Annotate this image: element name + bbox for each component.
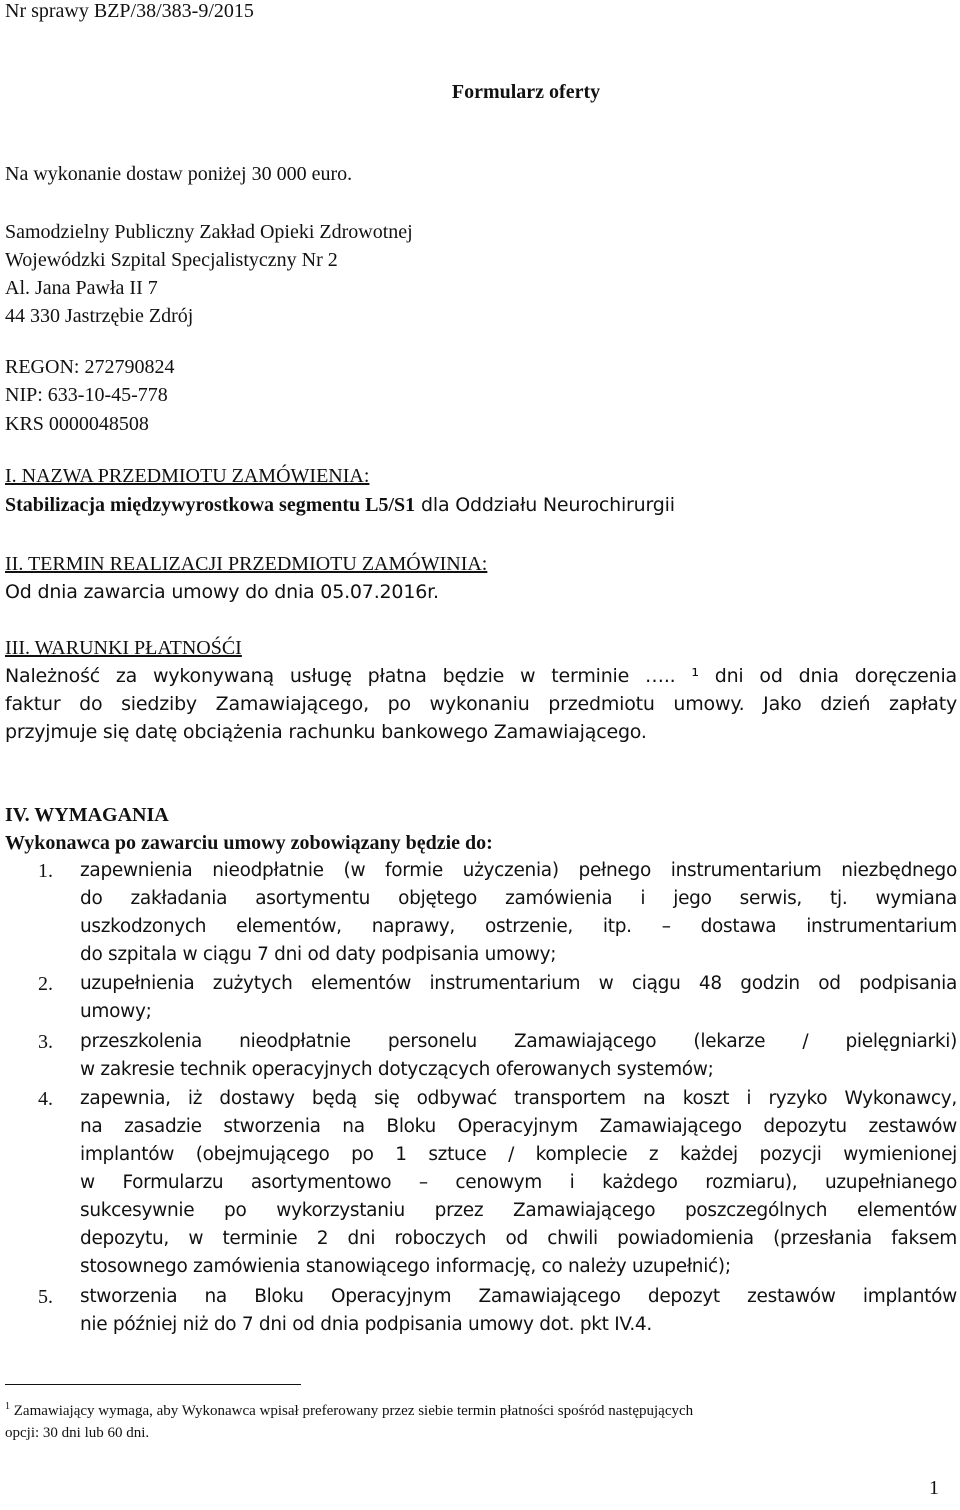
- list-item: przeszkolenia nieodpłatnie personelu Zamawiającego (lekarze / pielęgniarki) w zakresie technik operacyjnych dotyczących oferowanych systemów;: [80, 1031, 957, 1080]
- nip: NIP: 633-10-45-778: [5, 384, 168, 406]
- list-item: stworzenia na Bloku Operacyjnym Zamawiającego depozyt zestawów implantów nie później niż do 7 dni od dnia podpisania umowy dot. pkt IV.4.: [80, 1286, 957, 1335]
- item-2-number: 2.: [38, 973, 53, 995]
- item-3-number: 3.: [38, 1031, 53, 1053]
- section-3-line-2: faktur do siedziby Zamawiającego, po wykonaniu przedmiotu umowy. Jako dzień zapłaty: [5, 693, 957, 715]
- list-item: zapewnia, iż dostawy będą się odbywać transportem na koszt i ryzyko Wykonawcy, na zasadzie stworzenia na Bloku Operacyjnym Zamawiającego depozytu zestawów implantów (obejmującego po 1 sztuce / komplecie z każdej pozycji wymienionej w Formularzu asortymentowo – cenowym i każdego rozmiaru), uzupełnianego sukcesywnie po wykorzystaniu przez Zamawiającego poszczególnych elementów depozytu, w terminie 2 dni roboczych od chwili powiadomienia (przesłania faksem stosownego zamówienia stanowiącego informację, co należy uzupełnić);: [80, 1088, 957, 1277]
- item-4-number: 4.: [38, 1088, 53, 1110]
- item-1-number: 1.: [38, 860, 53, 882]
- section-1-subject: [5, 491, 957, 519]
- recipient-line-3: Al. Jana Pawła II 7: [5, 277, 158, 299]
- form-title: Formularz oferty: [451, 81, 601, 103]
- section-3-line-3: przyjmuje się datę obciążenia rachunku bankowego Zamawiającego.: [5, 721, 647, 743]
- footnote-line-2: opcji: 30 dni lub 60 dni.: [5, 1425, 150, 1441]
- section-4-heading: IV. WYMAGANIA: [5, 804, 169, 826]
- krs: KRS 0000048508: [5, 413, 149, 435]
- regon: REGON: 272790824: [5, 356, 175, 378]
- section-3-line-1: Należność za wykonywaną usługę płatna będzie w terminie ….. ¹ dni od dnia doręczenia: [5, 665, 957, 687]
- section-2-text: Od dnia zawarcia umowy do dnia 05.07.2016r.: [5, 581, 439, 603]
- page-number: 1: [929, 1477, 939, 1499]
- recipient-line-4: 44 330 Jastrzębie Zdrój: [5, 305, 194, 327]
- section-3-heading: III. WARUNKI PŁATNOŚĆI: [5, 637, 242, 659]
- intro-text: Na wykonanie dostaw poniżej 30 000 euro.: [5, 163, 353, 185]
- subject-rest: dla Oddziału Neurochirurgii: [415, 494, 675, 516]
- recipient-line-1: Samodzielny Publiczny Zakład Opieki Zdrowotnej: [5, 221, 413, 243]
- footnote-rule: [5, 1384, 301, 1385]
- list-item: zapewnienia nieodpłatnie (w formie użyczenia) pełnego instrumentarium niezbędnego do zakładania asortymentu objętego zamówienia i jego serwis, tj. wymiana uszkodzonych elementów, naprawy, ostrzenie, itp. – dostawa instrumentarium do szpitala w ciągu 7 dni od daty podpisania umowy;: [80, 860, 957, 965]
- list-item: uzupełnienia zużytych elementów instrumentarium w ciągu 48 godzin od podpisania umowy;: [80, 973, 957, 1022]
- section-4-subheading: Wykonawca po zawarciu umowy zobowiązany będzie do:: [5, 832, 493, 854]
- footnote-marker: 1: [5, 1401, 10, 1412]
- section-2-heading: II. TERMIN REALIZACJI PRZEDMIOTU ZAMÓWINIA:: [5, 553, 488, 575]
- section-1-heading: I. NAZWA PRZEDMIOTU ZAMÓWIENIA:: [5, 465, 370, 487]
- item-5-number: 5.: [38, 1286, 53, 1308]
- footnote: [5, 1396, 957, 1444]
- recipient-line-2: Wojewódzki Szpital Specjalistyczny Nr 2: [5, 249, 338, 271]
- subject-bold: Stabilizacja międzywyrostkowa segmentu L5/S1: [5, 494, 416, 516]
- footnote-line-1: $^1$ Zamawiający wymaga, aby Wykonawca wpisał preferowany przez siebie termin płatności spośród następujących: [5, 1401, 694, 1419]
- case-number: Nr sprawy BZP/38/383-9/2015: [5, 0, 254, 22]
